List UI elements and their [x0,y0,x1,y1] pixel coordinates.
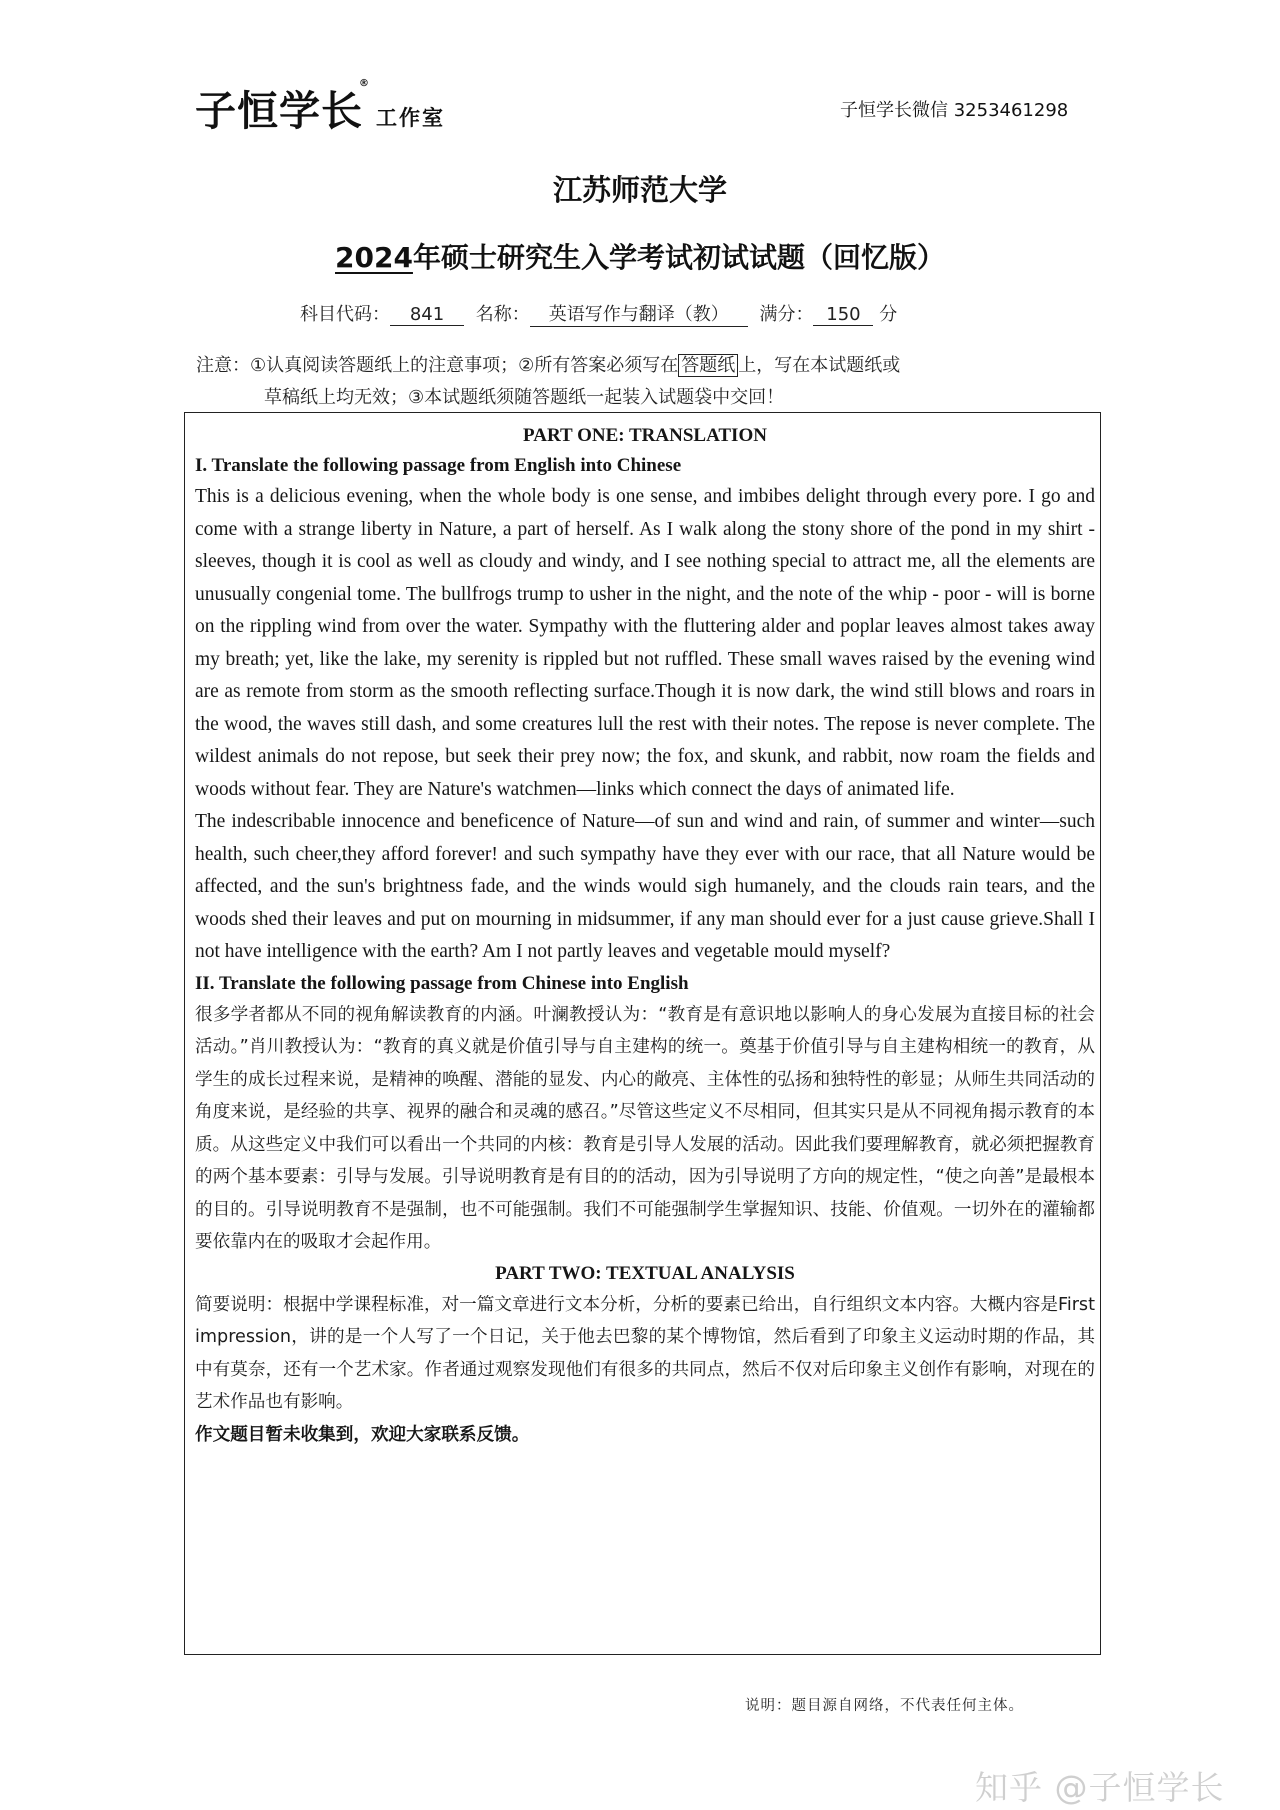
subject-meta [300,300,897,327]
wechat-contact: 子恒学长微信 3253461298 [840,100,1069,121]
chinese-passage: 很多学者都从不同的视角解读教育的内涵。叶澜教授认为：“教育是有意识地以影响人的身心发展为直接目标的社会活动。”肖川教授认为：“教育的真义就是价值引导与自主建构的统一。奠基于价值引导与自主建构相统一的教育，从学生的成长过程来说，是精神的唤醒、潜能的显发、内心的敞亮、主体性的弘扬和独特性的彰显；从师生共同活动的角度来说，是经验的共享、视界的融合和灵魂的感召。”尽管这些定义不尽相同，但其实只是从不同视角揭示教育的本质。从这些定义中我们可以看出一个共同的内核：教育是引导人发展的活动。因此我们要理解教育，就必须把握教育的两个基本要素：引导与发展。引导说明教育是有目的的活动，因为引导说明了方向的规定性，“使之向善”是最根本的目的。引导说明教育不是强制，也不可能强制。我们不可能强制学生掌握知识、技能、价值观。一切外在的灌输都要依靠内在的吸取才会起作用。 [195,1004,1095,1252]
notice-text-b: 上，写在本试题纸或 [738,355,901,376]
english-passage-2: The indescribable innocence and beneficence of Nature—of sun and wind and rain, of summer and winter—such health, such cheer,they afford forever! and such sympathy have they ever with our race, that all Nature would be affected, and the sun's brightness fade, and the winds would sigh humanely, and the clouds rain tears, and the woods shed their leaves and put on mourning in midsummer, if any man should ever for a just cause grieve.Shall I not have intelligence with the earth? Am I not partly leaves and vegetable mould myself? [195,811,1095,962]
full-score: 150 [813,304,873,326]
answer-sheet-boxed: 答题纸 [678,354,738,377]
exam-year: 2024 [335,241,413,274]
exam-name: 年硕士研究生入学考试初试试题（回忆版） [412,241,945,274]
logo-studio-label: 工作室 [376,106,445,130]
part-two-heading: PART TWO: TEXTUAL ANALYSIS [495,1262,795,1284]
school-name: 江苏师范大学 [552,173,727,207]
subject-name: 英语写作与翻译（教） [530,300,748,327]
notice-line-1 [196,350,1096,382]
essay-topic-note: 作文题目暂未收集到，欢迎大家联系反馈。 [195,1424,530,1445]
name-label: 名称： [475,304,530,325]
score-unit: 分 [879,304,898,325]
zhihu-watermark: 知乎 @子恒学长 [975,1768,1225,1807]
logo-text: 子恒学长 [195,87,363,135]
section-2-heading: II. Translate the following passage from Chinese into English [195,972,689,994]
notice-text-a: 注意：①认真阅读答题纸上的注意事项；②所有答案必须写在 [196,355,679,376]
exam-notice [196,350,1096,414]
section-1-heading: I. Translate the following passage from English into Chinese [195,455,682,476]
logo-trademark: ® [359,78,370,89]
studio-logo [195,78,445,137]
question-box [184,412,1101,1655]
notice-line-2: 草稿纸上均无效；③本试题纸须随答题纸一起装入试题袋中交回！ [264,387,785,408]
score-label: 满分： [759,304,814,325]
part-one-heading: PART ONE: TRANSLATION [523,425,767,446]
english-passage-1: This is a delicious evening, when the whole body is one sense, and imbibes delight through every pore. I go and come with a strange liberty in Nature, a part of herself. As I walk along the stony shore of the pond in my shirt - sleeves, though it is cool as well as cloudy and windy, and I see nothing special to attract me, all the elements are unusually congenial tome. The bullfrogs trump to usher in the night, and the note of the whip - poor - will is borne on the rippling wind from over the water. Sympathy with the fluttering alder and poplar leaves almost takes away my breath; yet, like the lake, my serenity is rippled but not ruffled. These small waves raised by the evening wind are as remote from storm as the smooth reflecting surface.Though it is now dark, the wind still blows and roars in the wood, the waves still dash, and some creatures lull the rest with their notes. The repose is never complete. The wildest animals do not repose, but seek their prey now; the fox, and skunk, and rabbit, now roam the fields and woods without fear. They are Nature's watchmen—links which connect the days of animated life. [195,486,1095,800]
exam-title [0,236,1280,276]
textual-analysis-description: 简要说明：根据中学课程标准，对一篇文章进行文本分析，分析的要素已给出，自行组织文本内容。大概内容是First impression，讲的是一个人写了一个日记，关于他去巴黎的某个博物馆，然后看到了印象主义运动时期的作品，其中有莫奈，还有一个艺术家。作者通过观察发现他们有很多的共同点，然后不仅对后印象主义创作有影响，对现在的艺术作品也有影响。 [195,1294,1095,1412]
source-disclaimer: 说明：题目源自网络，不代表任何主体。 [745,1698,1024,1714]
subject-code: 841 [390,304,464,326]
code-label: 科目代码： [300,304,390,325]
